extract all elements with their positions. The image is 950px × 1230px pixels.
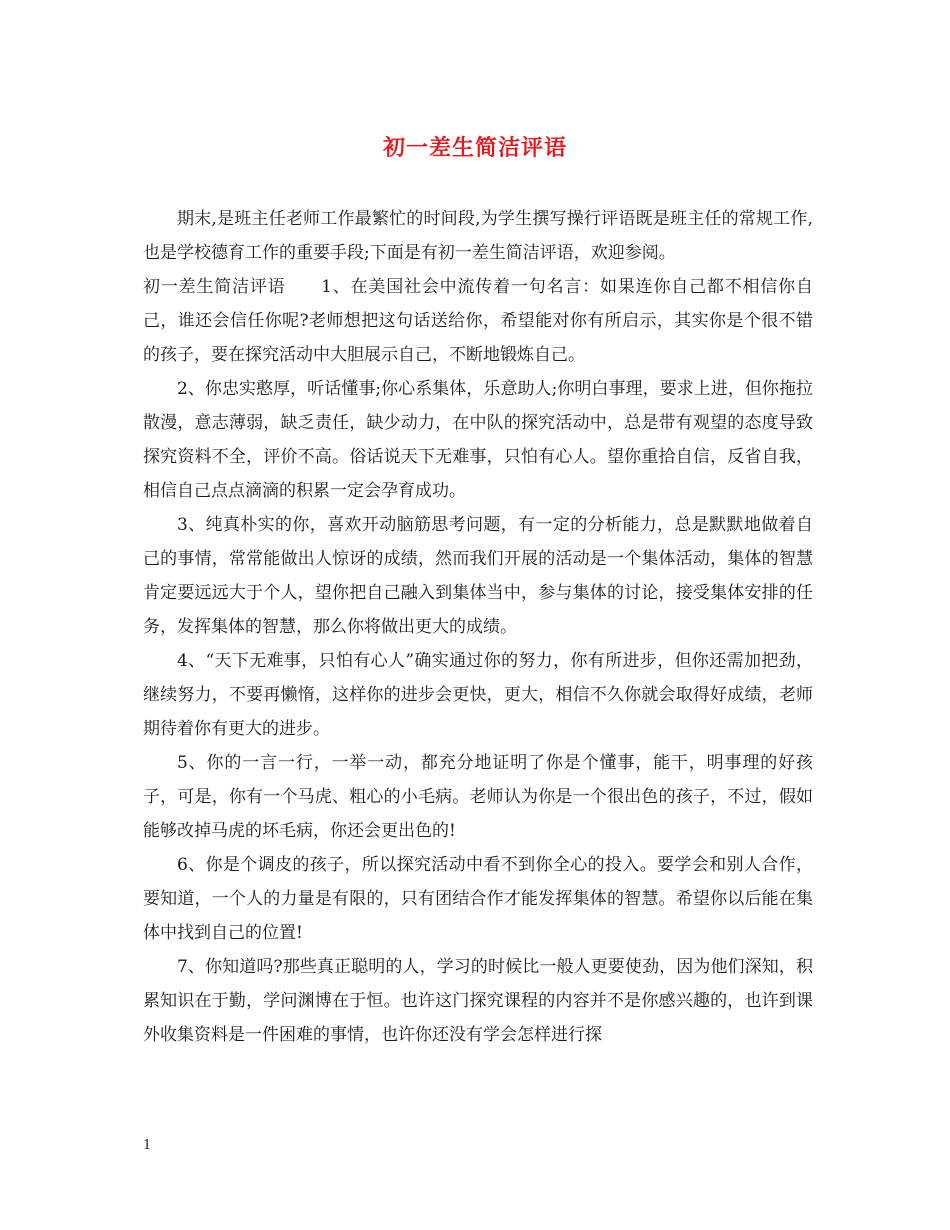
document-body [143, 202, 813, 1052]
paragraph-4: 4、“天下无难事，只怕有心人”确实通过你的努力，你有所进步，但你还需加把劲，继续努力，不要再懒惰，这样你的进步会更快，更大，相信不久你就会取得好成绩，老师期待着你有更大的进步。 [143, 651, 813, 739]
page-number: 1 [143, 1138, 152, 1153]
paragraph-5: 5、你的一言一行，一举一动，都充分地证明了你是个懂事，能干，明事理的好孩子，可是，你有一个马虎、粗心的小毛病。老师认为你是一个很出色的孩子，不过，假如能够改掉马虎的坏毛病，你还会更出色的! [143, 753, 813, 841]
intro-paragraph: 期末,是班主任老师工作最繁忙的时间段,为学生撰写操行评语既是班主任的常规工作,也是学校德育工作的重要手段;下面是有初一差生简洁评语，欢迎参阅。 [143, 209, 813, 263]
paragraph-1: 初一差生简洁评语 1、在美国社会中流传着一句名言：如果连你自己都不相信你自己，谁还会信任你呢?老师想把这句话送给你，希望能对你有所启示，其实你是个很不错的孩子，要在探究活动中大胆展示自己，不断地锻炼自己。 [143, 277, 813, 365]
paragraph-7: 7、你知道吗?那些真正聪明的人，学习的时候比一般人更要使劲，因为他们深知，积累知识在于勤，学问渊博在于恒。也许这门探究课程的内容并不是你感兴趣的，也许到课外收集资料是一件困难的事情，也许你还没有学会怎样进行探 [143, 957, 813, 1045]
document-title: 初一差生简洁评语 [382, 135, 567, 161]
paragraph-6: 6、你是个调皮的孩子，所以探究活动中看不到你全心的投入。要学会和别人合作，要知道，一个人的力量是有限的，只有团结合作才能发挥集体的智慧。希望你以后能在集体中找到自己的位置! [143, 855, 813, 943]
paragraph-2: 2、你忠实憨厚，听话懂事;你心系集体，乐意助人;你明白事理，要求上进，但你拖拉散漫，意志薄弱，缺乏责任，缺少动力，在中队的探究活动中，总是带有观望的态度导致探究资料不全，评价不高。俗话说天下无难事，只怕有心人。望你重拾自信，反省自我，相信自己点点滴滴的积累一定会孕育成功。 [143, 379, 813, 501]
paragraph-3: 3、纯真朴实的你，喜欢开动脑筋思考问题，有一定的分析能力，总是默默地做着自己的事情，常常能做出人惊讶的成绩，然而我们开展的活动是一个集体活动，集体的智慧肯定要远远大于个人，望你把自己融入到集体当中，参与集体的讨论，接受集体安排的任务，发挥集体的智慧，那么你将做出更大的成绩。 [143, 515, 813, 637]
